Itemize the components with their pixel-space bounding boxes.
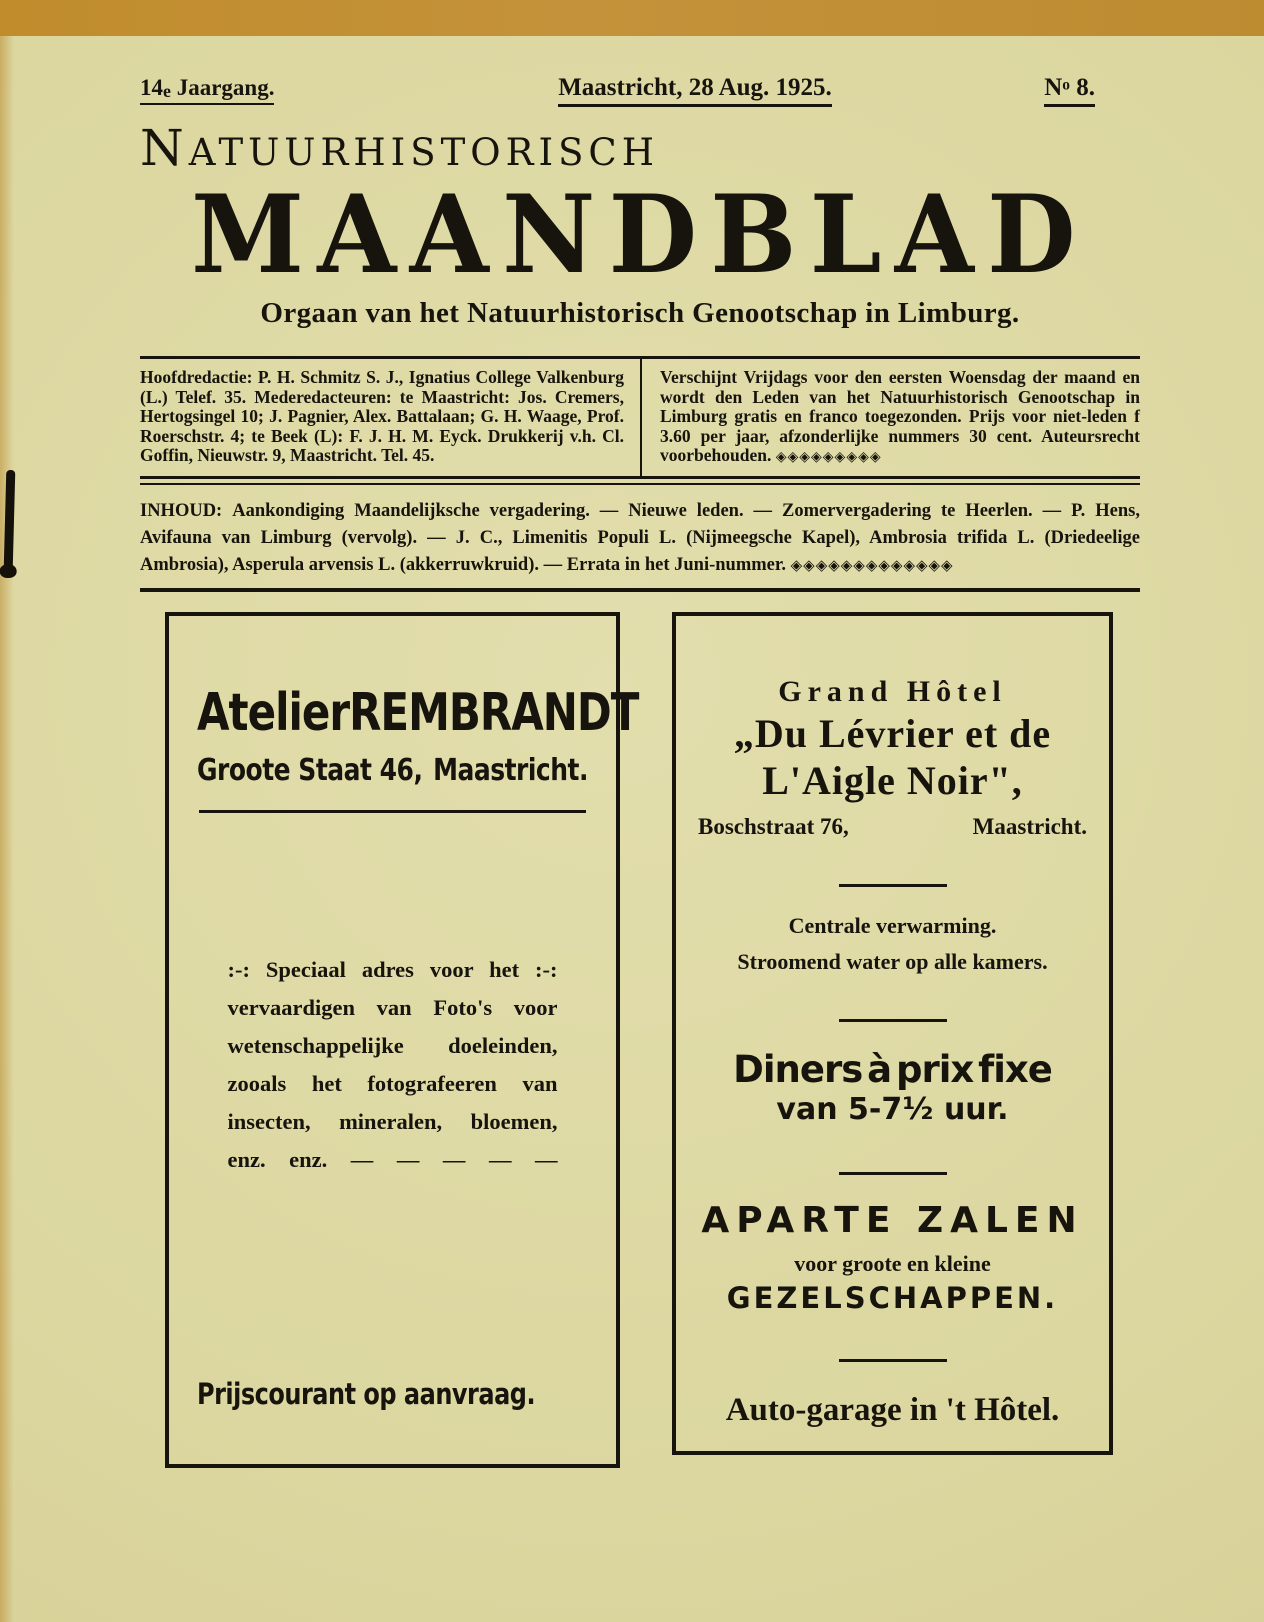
hotel-name-line1: Grand Hôtel [778,674,1007,708]
issue-header-row [140,74,1140,107]
issue-number [1044,74,1095,107]
ad-street: Groote Staat 46, [197,751,423,787]
hotel-address-row [698,814,1087,840]
diners-hours: van 5-7¹⁄₂ uur. [776,1091,1009,1127]
magazine-page [0,36,1264,1468]
issue-digit: 8. [1070,74,1095,101]
issue-n: N [1044,74,1063,101]
ad-city: Maastricht. [433,751,588,787]
masthead-subtitle: Orgaan van het Natuurhistorisch Genootschap in Limburg. [260,297,1020,329]
ad-short-rule [839,1359,947,1362]
issue-o: o [1062,76,1070,94]
ad-body-line: enz. enz. — — — — — [227,1146,558,1172]
ad-short-rule [839,1019,947,1022]
hotel-feature-2: Stroomend water op alle kamers. [737,948,1048,974]
ad-body-line: wetenschappelijke doeleinden, [227,1032,558,1058]
double-rule-divider [140,476,1140,485]
ad-atelier-rembrandt [165,612,639,1468]
ad-address-row [197,751,588,787]
place-date: Maastricht, 28 Aug. 1925. [558,74,832,107]
volume-number: 14 [140,75,163,100]
hotel-feature-1: Centrale verwarming. [788,912,997,938]
ad-body-line: insecten, mineralen, bloemen, [227,1108,558,1134]
masthead-title-line1 [140,121,1140,176]
ad-grand-hotel [672,612,1113,1455]
ad-rule [199,810,586,813]
title-initial: N [140,119,189,177]
zalen-headline: APARTE ZALEN [701,1199,1084,1241]
hotel-name-line3: L'Aigle Noir", [762,757,1023,803]
garage-line: Auto-garage in 't Hôtel. [725,1391,1060,1428]
ad-body-text [228,951,558,1179]
volume-word: Jaargang. [170,75,275,100]
ad-footer-text: Prijscourant op aanvraag. [197,1376,536,1411]
section-rule [140,588,1140,592]
volume-label [140,75,274,105]
editorial-block [140,356,1140,476]
editorial-staff-text: Hoofdredactie: P. H. Schmitz S. J., Ignatius College Valkenburg (L.) Telef. 35. Mederedacteuren: te Maastricht: Jos. Cremers, Hertogsingel 10; J. Pagnier, Alex. Battalaan; G. H. Waage, Prof. Roerschstr. 4; te Beek (L): F. J. H. M. Eyck. Drukkerij v.h. Cl. Goffin, Nieuwstr. 9, Maastricht. Tel. 45. [140,367,624,465]
hotel-street: Boschstraat 76, [698,813,849,839]
title-line1-rest: ATUURHISTORISCH [188,131,659,174]
ad-title-word1: Atelier [197,682,350,742]
diners-headline: Diners à prix fixe [733,1047,1052,1091]
ad-body-line: vervaardigen van Foto's voor [227,994,558,1020]
diamond-ornament-icon: ◈◈◈◈◈◈◈◈◈◈◈◈◈ [790,555,954,574]
ad-short-rule [839,1172,947,1175]
zalen-groups: GEZELSCHAPPEN. [726,1280,1059,1315]
volume-suffix: e [163,81,171,102]
ad-body-line: :-: Speciaal adres voor het :-: [227,956,558,982]
publication-info-text [640,359,1140,476]
publication-info: Verschijnt Vrijdags voor den eersten Woensdag der maand en wordt den Leden van het Natuurhistorisch Genootschap in Limburg gratis en franco toegezonden. Prijs voor niet-leden f 3.60 per jaar, afzonderlijke nummers 30 cent. Auteursrecht voorbehouden. [660,367,1140,465]
table-of-contents [140,498,1140,579]
ad-footer [197,1376,536,1411]
zalen-subline: voor groote en kleine [794,1250,991,1276]
inhoud-text: Aankondiging Maandelijksche vergadering. — Nieuwe leden. — Zomervergadering te Heerlen. — P. Hens, Avifauna van Limburg (vervolg). — J. C., Limenitis Populi L. (Nijmeegsche Kapel), Ambrosia trifida L. (Driedeelige Ambrosia), Asperula arvensis L. (akkerruwkruid). — Errata in het Juni-nummer. [140,500,1140,575]
scan-backdrop-band [0,0,1264,36]
masthead-title-main: MAANDBLAD [191,170,1089,298]
diamond-ornament-icon: ◈◈◈◈◈◈◈◈◈ [775,449,882,465]
advertisement-row [165,612,1140,1468]
ad-title-word2: REMBRANDT [349,682,639,742]
inhoud-label: INHOUD: [140,500,233,521]
ad-body-line: zooals het fotografeeren van [227,1070,558,1096]
ad-short-rule [839,884,947,887]
ad-title-row [197,682,639,742]
hotel-name-line2: „Du Lévrier et de [733,710,1052,756]
hotel-city: Maastricht. [972,813,1087,839]
